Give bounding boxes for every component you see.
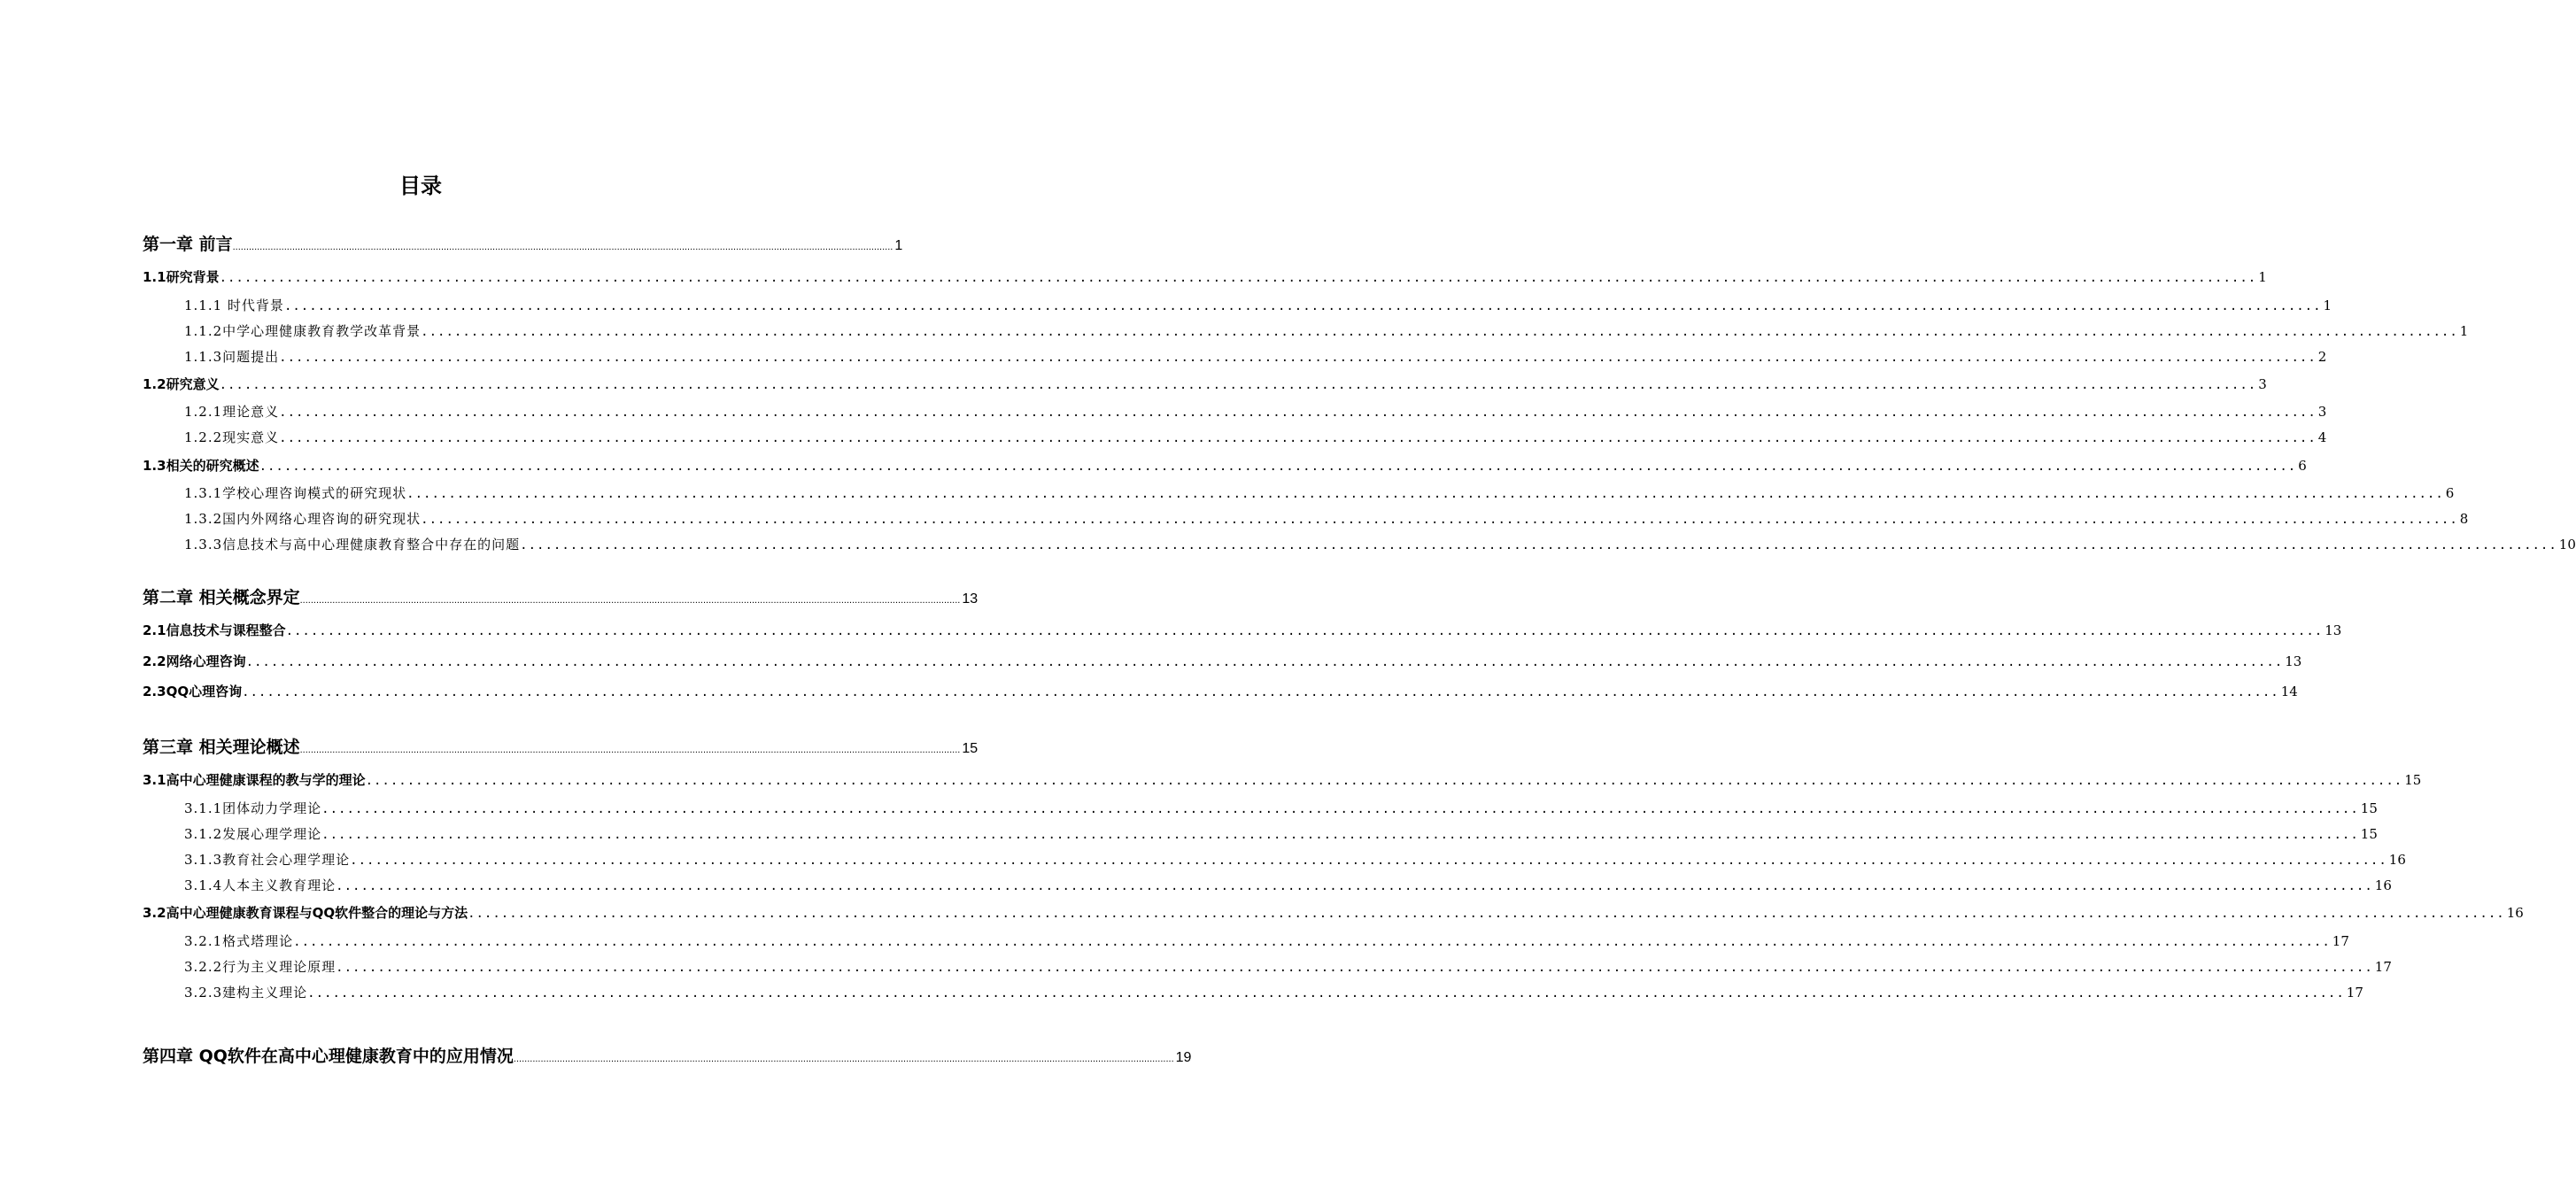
toc-entry-text: 第一章 前言 <box>143 235 233 254</box>
toc-entry-subsection-1-2-2[interactable] <box>184 428 2327 448</box>
toc-page-number: 17 <box>2346 985 2363 1001</box>
toc-entry-text: 2.1信息技术与课程整合 <box>143 622 286 638</box>
toc-entry-subsection-3-2-2[interactable] <box>184 957 2392 978</box>
toc-dot-leader: .................................................................................................................................................................................................................................................... <box>421 325 2458 339</box>
toc-entry-text: 1.3相关的研究概述 <box>143 458 259 474</box>
toc-entry-subsection-3-2-3[interactable] <box>184 983 2363 1003</box>
toc-entry-text: 1.1.3问题提出 <box>184 349 280 365</box>
toc-dot-leader: .................................................................................................................................................................................................................................................... <box>406 487 2444 501</box>
toc-page-number: 1 <box>2258 269 2267 285</box>
toc-entry-subsection-1-3-1[interactable] <box>184 483 2455 504</box>
toc-entry-text: 3.2.1格式塔理论 <box>184 933 294 949</box>
toc-entry-section-2-2[interactable] <box>143 652 2302 672</box>
toc-entry-text: 1.3.3信息技术与高中心理健康教育整合中存在的问题 <box>184 537 521 552</box>
toc-entry-subsection-3-1-1[interactable] <box>184 799 2378 819</box>
toc-dot-leader: .................................................................................................................................................................................................................................................... <box>299 595 961 606</box>
toc-dot-leader: .................................................................................................................................................................................................................................................... <box>242 685 2279 699</box>
toc-dot-leader: .................................................................................................................................................................................................................................................... <box>293 935 2331 949</box>
toc-entry-text: 1.2.1理论意义 <box>184 404 280 420</box>
toc-entry-subsection-3-2-1[interactable] <box>184 931 2349 952</box>
toc-entry-text: 3.2.2行为主义理论原理 <box>184 959 337 975</box>
toc-entry-chapter-3[interactable] <box>143 736 979 761</box>
toc-entry-text: 3.1.4人本主义教育理论 <box>184 877 337 893</box>
toc-page-number: 1 <box>894 238 903 253</box>
toc-title: 目录 <box>399 174 442 198</box>
toc-page-number: 1 <box>2323 298 2332 313</box>
toc-dot-leader: .................................................................................................................................................................................................................................................... <box>299 745 961 755</box>
toc-page-number: 2 <box>2317 349 2327 365</box>
toc-page-number: 8 <box>2459 511 2469 527</box>
toc-entry-section-1-2[interactable] <box>143 375 2267 395</box>
toc-entry-subsection-1-1-2[interactable] <box>184 321 2469 342</box>
toc-page-number: 15 <box>2360 826 2378 842</box>
toc-dot-leader: .................................................................................................................................................................................................................................................... <box>513 1054 1174 1064</box>
toc-entry-subsection-1-3-3[interactable] <box>184 535 2576 555</box>
toc-entry-chapter-4[interactable] <box>143 1045 1192 1070</box>
toc-dot-leader: .................................................................................................................................................................................................................................................... <box>468 907 2505 921</box>
toc-entry-text: 3.1.2发展心理学理论 <box>184 826 322 842</box>
toc-entry-subsection-1-1-3[interactable] <box>184 347 2327 367</box>
toc-entry-text: 3.1.3教育社会心理学理论 <box>184 852 351 868</box>
toc-dot-leader: .................................................................................................................................................................................................................................................... <box>336 961 2373 975</box>
toc-entry-text: 1.3.1学校心理咨询模式的研究现状 <box>184 485 407 501</box>
toc-dot-leader: .................................................................................................................................................................................................................................................... <box>365 774 2403 788</box>
toc-entry-text: 2.2网络心理咨询 <box>143 653 246 669</box>
toc-entry-section-3-2[interactable] <box>143 903 2524 923</box>
toc-page-number: 16 <box>2374 877 2392 893</box>
toc-entry-text: 3.1.1团体动力学理论 <box>184 800 322 816</box>
toc-page-number: 6 <box>2298 458 2307 474</box>
toc-page-number: 17 <box>2374 959 2392 975</box>
toc-page-number: 13 <box>2325 622 2342 638</box>
toc-dot-leader: .................................................................................................................................................................................................................................................... <box>307 986 2345 1001</box>
toc-entry-subsection-3-1-3[interactable] <box>184 850 2406 870</box>
toc-entry-chapter-2[interactable] <box>143 586 979 612</box>
toc-page-number: 14 <box>2280 684 2298 699</box>
toc-page-number: 17 <box>2332 933 2349 949</box>
toc-entry-text: 1.3.2国内外网络心理咨询的研究现状 <box>184 511 422 527</box>
toc-entry-subsection-1-3-2[interactable] <box>184 509 2469 529</box>
toc-page-number: 15 <box>962 741 979 756</box>
toc-dot-leader: .................................................................................................................................................................................................................................................... <box>279 351 2317 365</box>
toc-dot-leader: .................................................................................................................................................................................................................................................... <box>259 460 2297 474</box>
toc-dot-leader: .................................................................................................................................................................................................................................................... <box>421 513 2458 527</box>
toc-dot-leader: .................................................................................................................................................................................................................................................... <box>321 828 2359 842</box>
toc-dot-leader: .................................................................................................................................................................................................................................................... <box>232 242 893 252</box>
toc-entry-text: 第三章 相关理论概述 <box>143 738 300 757</box>
toc-dot-leader: .................................................................................................................................................................................................................................................... <box>219 271 2257 285</box>
toc-page-number: 16 <box>2388 852 2406 868</box>
toc-entry-text: 1.1研究背景 <box>143 269 220 285</box>
toc-page-number: 16 <box>2506 905 2524 921</box>
toc-entry-section-2-1[interactable] <box>143 621 2342 641</box>
toc-entry-text: 1.2研究意义 <box>143 376 220 392</box>
toc-page-number: 15 <box>2404 772 2422 788</box>
toc-dot-leader: .................................................................................................................................................................................................................................................... <box>283 299 2322 313</box>
toc-dot-leader: .................................................................................................................................................................................................................................................... <box>336 879 2373 893</box>
toc-page-number: 4 <box>2317 429 2327 445</box>
toc-entry-subsection-1-2-1[interactable] <box>184 402 2327 422</box>
toc-page-number: 3 <box>2317 404 2327 420</box>
toc-entry-section-1-1[interactable] <box>143 267 2267 288</box>
toc-dot-leader: .................................................................................................................................................................................................................................................... <box>245 655 2284 669</box>
toc-dot-leader: .................................................................................................................................................................................................................................................... <box>285 624 2324 638</box>
toc-entry-section-3-1[interactable] <box>143 770 2422 791</box>
toc-entry-section-1-3[interactable] <box>143 456 2307 476</box>
toc-page-number: 1 <box>2459 323 2469 339</box>
toc-entry-subsection-3-1-2[interactable] <box>184 824 2378 845</box>
toc-entry-text: 第四章 QQ软件在高中心理健康教育中的应用情况 <box>143 1047 514 1066</box>
toc-entry-text: 3.1高中心理健康课程的教与学的理论 <box>143 772 366 788</box>
toc-page-number: 6 <box>2445 485 2455 501</box>
toc-entry-text: 1.2.2现实意义 <box>184 429 280 445</box>
toc-page-number: 10 <box>2558 537 2576 552</box>
toc-entry-text: 2.3QQ心理咨询 <box>143 684 243 699</box>
toc-entry-subsection-3-1-4[interactable] <box>184 876 2392 896</box>
toc-dot-leader: .................................................................................................................................................................................................................................................... <box>350 854 2387 868</box>
toc-entry-text: 第二章 相关概念界定 <box>143 588 300 607</box>
toc-entry-text: 1.1.1 时代背景 <box>184 298 284 313</box>
toc-dot-leader: .................................................................................................................................................................................................................................................... <box>219 378 2257 392</box>
toc-entry-text: 1.1.2中学心理健康教育教学改革背景 <box>184 323 422 339</box>
toc-page-number: 13 <box>2285 653 2302 669</box>
toc-page-number: 19 <box>1175 1050 1192 1065</box>
toc-entry-chapter-1[interactable] <box>143 233 903 259</box>
toc-page-number: 13 <box>962 591 979 607</box>
toc-page-number: 3 <box>2258 376 2267 392</box>
toc-entry-section-2-3[interactable] <box>143 682 2298 702</box>
toc-page-number: 15 <box>2360 800 2378 816</box>
toc-dot-leader: .................................................................................................................................................................................................................................................... <box>279 431 2317 445</box>
toc-entry-subsection-1-1-1[interactable] <box>184 296 2332 316</box>
toc-dot-leader: .................................................................................................................................................................................................................................................... <box>520 538 2557 552</box>
toc-entry-text: 3.2.3建构主义理论 <box>184 985 308 1001</box>
toc-entry-text: 3.2高中心理健康教育课程与QQ软件整合的理论与方法 <box>143 905 468 921</box>
toc-dot-leader: .................................................................................................................................................................................................................................................... <box>321 802 2359 816</box>
toc-dot-leader: .................................................................................................................................................................................................................................................... <box>279 406 2317 420</box>
